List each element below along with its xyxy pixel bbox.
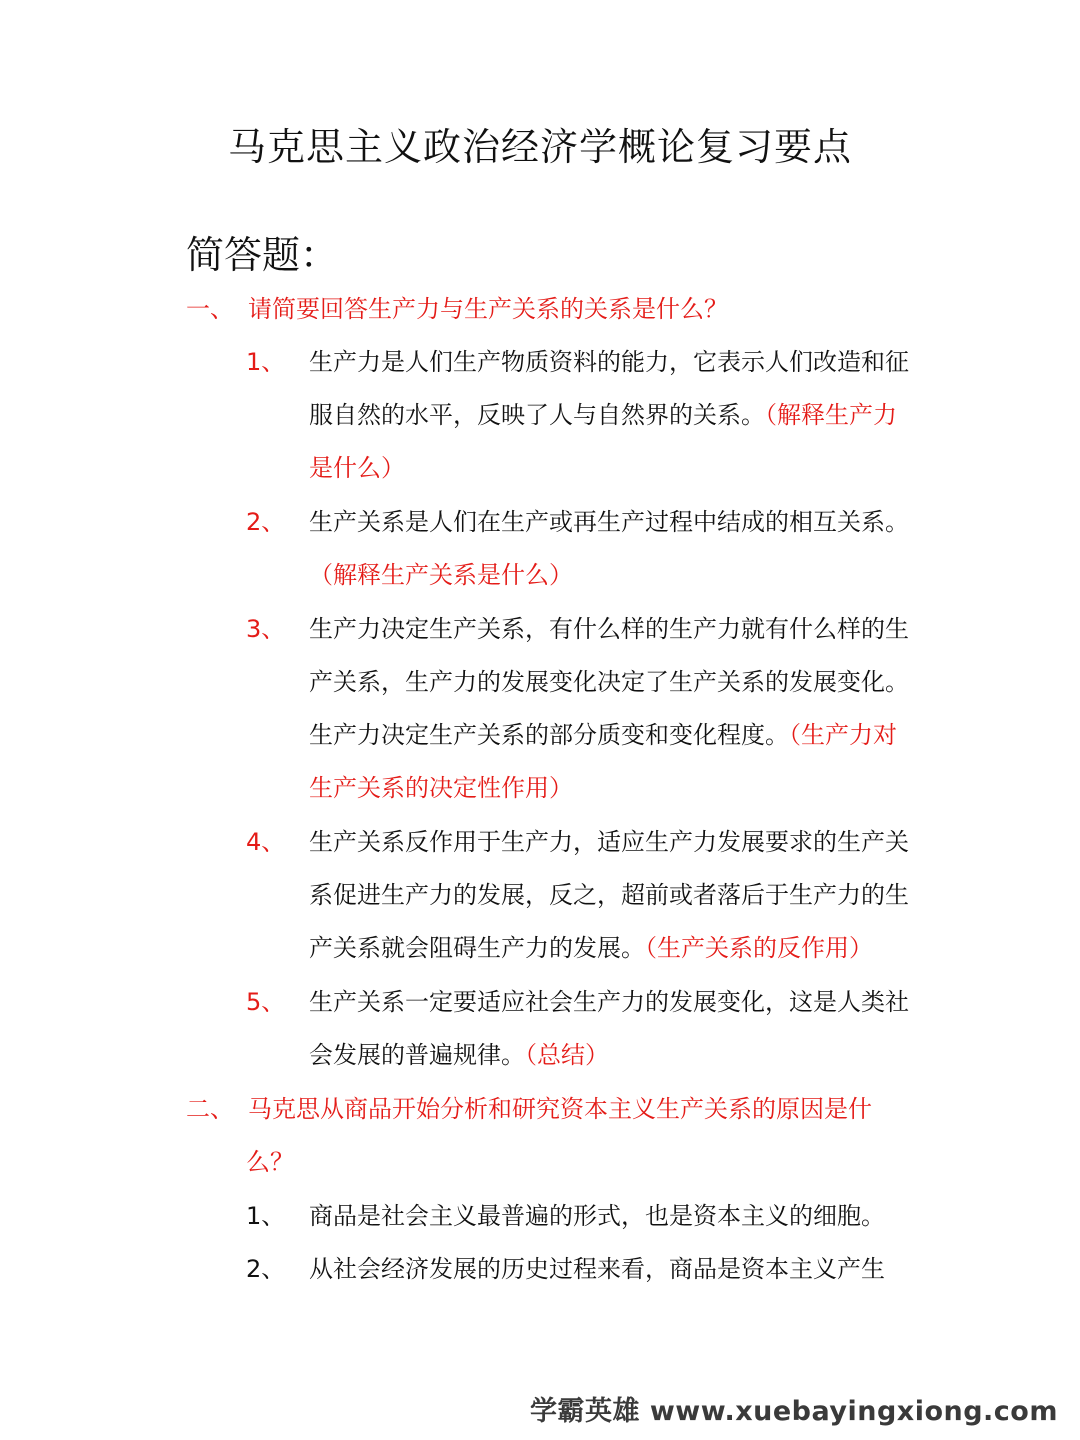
q1-item-2-line-1: 生产关系是人们在生产或再生产过程中结成的相互关系。: [309, 508, 909, 536]
question-2-text-line-2: 么？: [246, 1148, 294, 1176]
q1-item-3-line-3: [309, 718, 897, 752]
q1-item-2-note: （解释生产关系是什么）: [309, 561, 573, 589]
q1-item-1-number: 1、: [246, 348, 286, 376]
q1-item-1-line-2: [309, 398, 897, 432]
q1-item-5-number: 5、: [246, 988, 286, 1016]
q1-item-3-note-cont: 生产关系的决定性作用）: [309, 774, 573, 802]
q1-item-4-line-2: 系促进生产力的发展，反之，超前或者落后于生产力的生: [309, 881, 909, 909]
q1-item-3-note: （生产力对: [789, 721, 897, 749]
question-1: [186, 292, 728, 326]
q1-item-2-number: 2、: [246, 508, 286, 536]
q2-item-1-number: 1、: [246, 1202, 286, 1230]
q1-item-4-line-1: 生产关系反作用于生产力，适应生产力发展要求的生产关: [309, 828, 909, 856]
q1-item-3-line-2: 产关系，生产力的发展变化决定了生产关系的发展变化。: [309, 668, 909, 696]
q1-item-5-line-2: [309, 1038, 609, 1072]
q1-item-4-number: 4、: [246, 828, 286, 856]
q1-item-1-note-cont: 是什么）: [309, 454, 405, 482]
question-1-text: 请简要回答生产力与生产关系的关系是什么？: [248, 295, 728, 323]
watermark: 学霸英雄 www.xuebayingxiong.com: [529, 1396, 1058, 1427]
q1-item-4-note: （生产关系的反作用）: [645, 934, 873, 962]
section-heading: 简答题：: [186, 233, 339, 277]
q1-item-5-line-1: 生产关系一定要适应社会生产力的发展变化，这是人类社: [309, 988, 909, 1016]
page-title: 马克思主义政治经济学概论复习要点: [227, 125, 852, 169]
q1-item-4-line-3-text: 产关系就会阻碍生产力的发展。: [309, 934, 645, 962]
question-1-number: 一、: [186, 295, 234, 323]
question-2-number: 二、: [186, 1095, 234, 1123]
q2-item-1-line-1: 商品是社会主义最普遍的形式，也是资本主义的细胞。: [309, 1202, 885, 1230]
q1-item-3-line-3-text: 生产力决定生产关系的部分质变和变化程度。: [309, 721, 789, 749]
q1-item-4-line-3: [309, 931, 873, 965]
question-2-text-line-1: 马克思从商品开始分析和研究资本主义生产关系的原因是什: [248, 1095, 872, 1123]
question-2: [186, 1092, 872, 1126]
q1-item-1-line-1: 生产力是人们生产物质资料的能力，它表示人们改造和征: [309, 348, 909, 376]
q1-item-5-line-2-text: 会发展的普遍规律。: [309, 1041, 525, 1069]
q1-item-1-line-2-text: 服自然的水平，反映了人与自然界的关系。: [309, 401, 765, 429]
q1-item-5-note: （总结）: [525, 1041, 609, 1069]
q1-item-3-number: 3、: [246, 615, 286, 643]
q1-item-3-line-1: 生产力决定生产关系，有什么样的生产力就有什么样的生: [309, 615, 909, 643]
q2-item-2-number: 2、: [246, 1255, 286, 1283]
q1-item-1-note: （解释生产力: [765, 401, 897, 429]
q2-item-2-line-1: 从社会经济发展的历史过程来看，商品是资本主义产生: [309, 1255, 885, 1283]
